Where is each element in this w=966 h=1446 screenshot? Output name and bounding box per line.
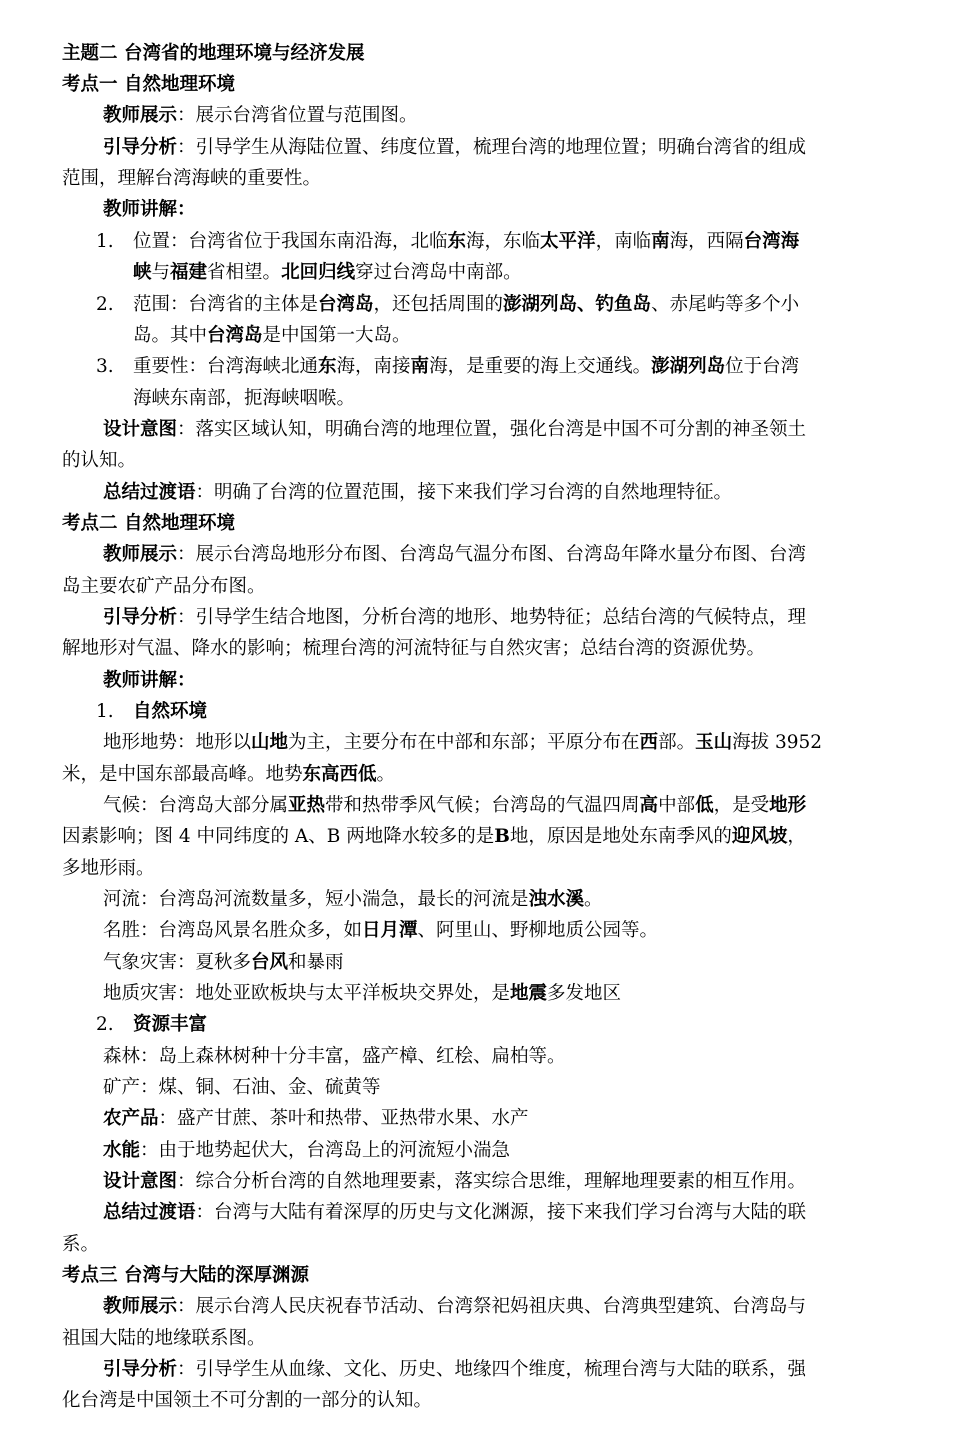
terrain-line2: 米，是中国东部最高峰。地势东高西低。 [62,764,396,785]
sub-number-2: 2. [96,1014,114,1035]
kp1-teacher-show: 教师展示：展示台湾省位置与范围图。 [103,105,418,126]
scenic-line: 名胜：台湾岛风景名胜众多，如日月潭、阿里山、野柳地质公园等。 [103,920,659,941]
kp2-transition-line2: 系。 [62,1234,100,1255]
water-energy-line: 水能：由于地势起伏大，台湾岛上的河流短小湍急 [103,1140,511,1161]
geo-disaster-line: 地质灾害：地处亚欧板块与太平洋板块交界处，是地震多发地区 [103,983,622,1004]
kp3-guide-line2: 化台湾是中国领土不可分割的一部分的认知。 [62,1390,433,1411]
section-title-2: 考点二 自然地理环境 [62,513,235,534]
list-number-3: 3. [96,356,114,377]
kp2-teacher-explain: 教师讲解： [103,670,196,691]
section-title-3: 考点三 台湾与大陆的深厚渊源 [62,1265,309,1286]
agri-line: 农产品：盛产甘蔗、茶叶和热带、亚热带水果、水产 [103,1108,529,1129]
weather-disaster-line: 气象灾害：夏秋多台风和暴雨 [103,952,344,973]
kp2-guide-line1: 引导分析：引导学生结合地图，分析台湾的地形、地势特征；总结台湾的气候特点，理 [103,607,807,628]
kp2-teacher-show-line2: 岛主要农矿产品分布图。 [62,576,266,597]
kp1-guide-line1: 引导分析：引导学生从海陆位置、纬度位置，梳理台湾的地理位置；明确台湾省的组成 [103,137,807,158]
subsection-natural-environment: 自然环境 [133,701,208,722]
list-number-1: 1. [96,231,114,252]
climate-line3: 多地形雨。 [62,858,155,879]
river-line: 河流：台湾岛河流数量多，短小湍急，最长的河流是浊水溪。 [103,889,603,910]
kp1-guide-line2: 范围，理解台湾海峡的重要性。 [62,168,322,189]
kp1-design-line1: 设计意图：落实区域认知，明确台湾的地理位置，强化台湾是中国不可分割的神圣领土 [103,419,807,440]
kp1-item3-line1: 重要性：台湾海峡北通东海，南接南海，是重要的海上交通线。澎湖列岛位于台湾 [133,356,800,377]
climate-line1: 气候：台湾岛大部分属亚热带和热带季风气候；台湾岛的气温四周高中部低，是受地形 [103,795,807,816]
kp2-guide-line2: 解地形对气温、降水的影响；梳理台湾的河流特征与自然灾害；总结台湾的资源优势。 [62,638,766,659]
kp1-item2-line2: 岛。其中台湾岛是中国第一大岛。 [133,325,411,346]
kp2-design: 设计意图：综合分析台湾的自然地理要素，落实综合思维，理解地理要素的相互作用。 [103,1171,807,1192]
kp1-teacher-explain: 教师讲解： [103,199,196,220]
kp2-teacher-show-line1: 教师展示：展示台湾岛地形分布图、台湾岛气温分布图、台湾岛年降水量分布图、台湾 [103,544,807,565]
kp1-item1-line2: 峡与福建省相望。北回归线穿过台湾岛中南部。 [133,262,522,283]
terrain-line1: 地形地势：地形以山地为主，主要分布在中部和东部；平原分布在西部。玉山海拔 3952 [103,732,823,753]
section-title-1: 考点一 自然地理环境 [62,74,235,95]
forest-line: 森林：岛上森林树种十分丰富，盛产樟、红桧、扁柏等。 [103,1046,566,1067]
kp1-transition: 总结过渡语：明确了台湾的位置范围，接下来我们学习台湾的自然地理特征。 [103,482,733,503]
kp3-teacher-show-line2: 祖国大陆的地缘联系图。 [62,1328,266,1349]
sub-number-1: 1. [96,701,114,722]
climate-line2: 因素影响；图 4 中同纬度的 A、B 两地降水较多的是B地，原因是地处东南季风的迎风坡， [62,826,806,847]
subsection-resources: 资源丰富 [133,1014,208,1035]
kp1-item1-line1: 位置：台湾省位于我国东南沿海，北临东海，东临太平洋，南临南海，西隔台湾海 [133,231,800,252]
mineral-line: 矿产：煤、铜、石油、金、硫黄等 [103,1077,381,1098]
kp1-item3-line2: 海峡东南部，扼海峡咽喉。 [133,388,356,409]
kp3-teacher-show-line1: 教师展示：展示台湾人民庆祝春节活动、台湾祭祀妈祖庆典、台湾典型建筑、台湾岛与 [103,1296,807,1317]
kp1-design-line2: 的认知。 [62,450,137,471]
list-number-2: 2. [96,294,114,315]
kp2-transition-line1: 总结过渡语：台湾与大陆有着深厚的历史与文化渊源，接下来我们学习台湾与大陆的联 [103,1202,807,1223]
kp1-item2-line1: 范围：台湾省的主体是台湾岛，还包括周围的澎湖列岛、钓鱼岛、赤尾屿等多个小 [133,294,800,315]
kp3-guide-line1: 引导分析：引导学生从血缘、文化、历史、地缘四个维度，梳理台湾与大陆的联系，强 [103,1359,807,1380]
topic-title: 主题二 台湾省的地理环境与经济发展 [62,43,365,64]
